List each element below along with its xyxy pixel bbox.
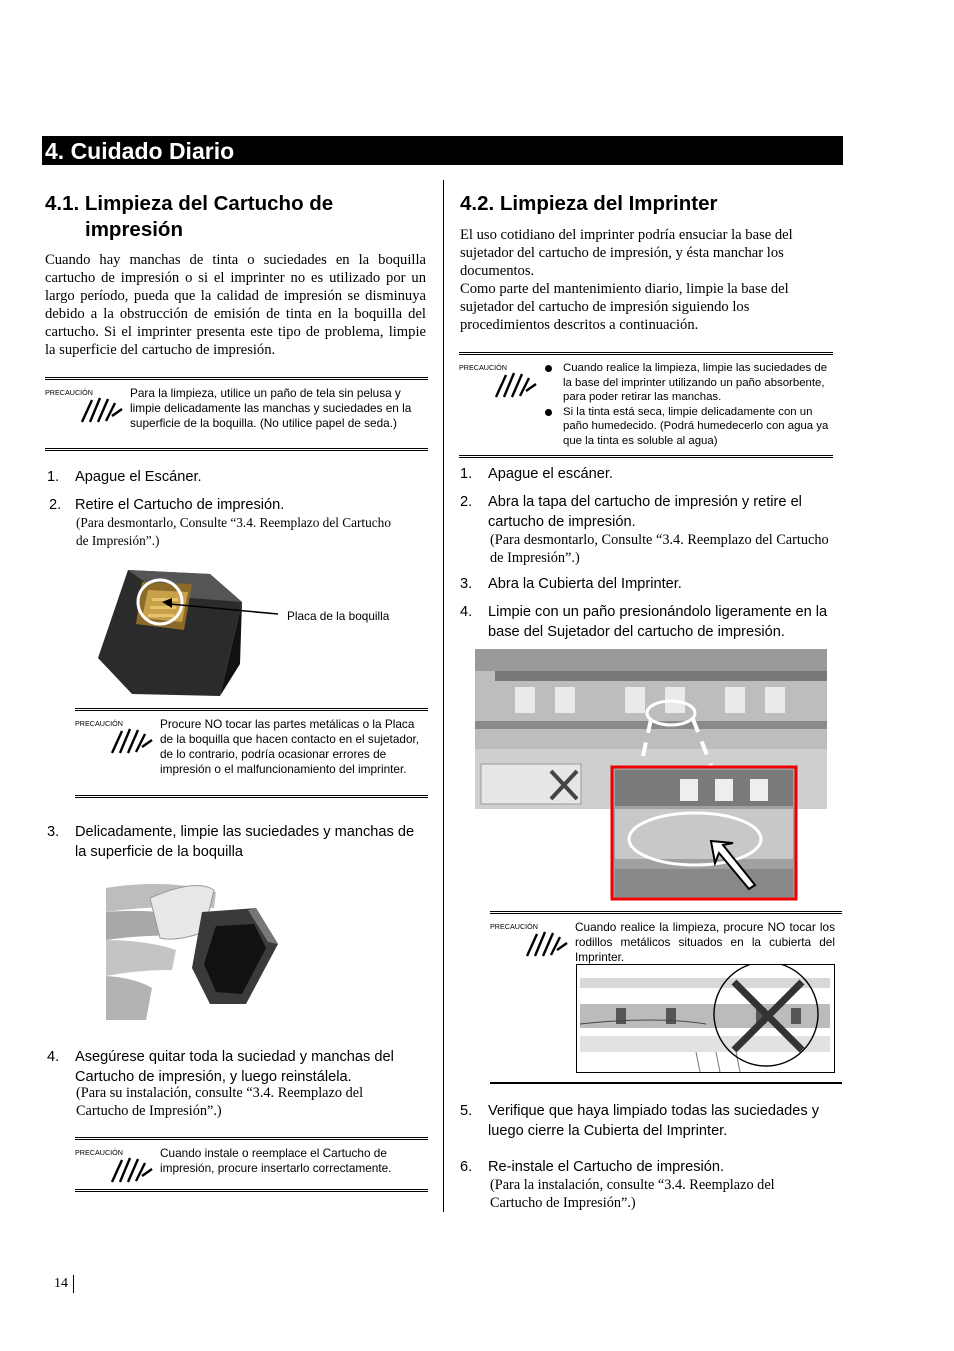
step-text: Abra la Cubierta del Imprinter.	[488, 576, 682, 592]
step-text: Verifique que haya limpiado todas las suciedades y luego cierre la Cubierta del Imprinter.	[488, 1103, 820, 1139]
hand-cleaning-figure	[106, 878, 281, 1020]
hand-icon	[108, 1154, 154, 1184]
step-text: Abra la tapa del cartucho de impresión y retire el cartucho de impresión.	[488, 494, 802, 530]
left-step-4-note: (Para su instalación, consulte “3.4. Reemplazo del Cartucho de Impresión”.)	[76, 1085, 364, 1119]
step-text: Delicadamente, limpie las suciedades y manchas de la superficie de la boquilla	[75, 824, 415, 860]
step-number: 4.	[47, 1049, 60, 1065]
step-text: Asegúrese quitar toda la suciedad y manchas del Cartucho de impresión, y luego reinstálela.	[75, 1049, 394, 1085]
caution-text: Cuando instale o reemplace el Cartucho de impresión, procure insertarlo correctamente.	[160, 1146, 392, 1175]
heading-line-2: impresión	[85, 218, 183, 241]
hand-icon	[492, 369, 538, 399]
right-step-6	[460, 1158, 840, 1178]
caution-bullet-list	[541, 361, 831, 449]
nozzle-plate-callout: Placa de la boquilla	[287, 609, 390, 623]
caution-label: PRECAUCIÓN	[490, 922, 538, 931]
caution-bullet: Cuando realice la limpieza, limpie las suciedades de la base del imprinter utilizando un paño absorbente, para poder retirar las manchas.	[541, 361, 831, 405]
right-step-2-note: (Para desmontarlo, Consulte “3.4. Reemplazo del Cartucho de Impresión”.)	[490, 532, 829, 566]
step-text: Re-instale el Cartucho de impresión.	[488, 1159, 725, 1175]
step-text: Apague el escáner.	[488, 466, 613, 482]
caution-box-3	[75, 1137, 428, 1192]
imprinter-image	[475, 649, 827, 901]
hand-icon	[108, 725, 154, 755]
left-step-2-note: (Para desmontarlo, Consulte “3.4. Reemplazo del Cartucho de Impresión”.)	[76, 515, 391, 548]
caution-box-1	[45, 377, 428, 451]
column-divider	[443, 180, 444, 1212]
caution-label: PRECAUCIÓN	[75, 719, 123, 728]
step-number: 6.	[460, 1159, 473, 1175]
step-number: 3.	[47, 824, 60, 840]
right-intro	[460, 226, 832, 334]
caution-label: PRECAUCIÓN	[75, 1148, 123, 1157]
step-number: 1.	[47, 469, 60, 485]
step-text: Retire el Cartucho de impresión.	[75, 497, 285, 513]
right-step-6-note: (Para la instalación, consulte “3.4. Reemplazo del Cartucho de Impresión”.)	[490, 1177, 775, 1211]
right-step-1	[460, 465, 840, 485]
imprinter-figure	[475, 649, 827, 901]
left-step-1	[47, 468, 427, 488]
section-heading-4-1	[45, 191, 435, 243]
step-number: 2.	[460, 494, 473, 510]
cartridge-image	[92, 562, 412, 702]
caution-text: Cuando realice la limpieza, procure NO tocar los rodillos metálicos situados en la cubierta del Imprinter.	[575, 920, 835, 964]
right-step-4	[460, 603, 845, 643]
right-step-5	[460, 1102, 845, 1142]
caution-label: PRECAUCIÓN	[459, 363, 507, 372]
left-step-2	[47, 496, 427, 516]
left-step-4	[47, 1048, 427, 1088]
step-number: 5.	[460, 1103, 473, 1119]
caution-box-right-2	[490, 911, 842, 1084]
step-text: Limpie con un paño presionándolo ligeramente en la base del Sujetador del cartucho de impresión.	[488, 604, 828, 640]
page-number: 14	[54, 1275, 74, 1293]
caution-box-2	[75, 708, 428, 798]
hand-icon	[523, 928, 569, 958]
caution-text: Procure NO tocar las partes metálicas o la Placa de la boquilla que hacen contacto en el sujetador, de lo contrario, podría ocasionar errores de impresión o el malfuncionamiento del imprinter.	[160, 717, 420, 776]
caution-text: Para la limpieza, utilice un paño de tela sin pelusa y limpie delicadamente las manchas y suciedades en la superficie de la boquilla. (No utilice papel de seda.)	[130, 386, 412, 430]
caution-box-right-1	[459, 352, 833, 458]
step-number: 1.	[460, 466, 473, 482]
hand-cleaning-image	[106, 878, 281, 1020]
chapter-title: 4. Cuidado Diario	[42, 136, 843, 165]
step-number: 2.	[49, 497, 62, 513]
rollers-warning-image	[576, 964, 835, 1074]
right-step-3	[460, 575, 840, 595]
step-number: 4.	[460, 604, 473, 620]
right-intro-paragraph-2: Como parte del mantenimiento diario, limpie la base del sujetador del cartucho de impresión siguiendo los procedimientos descritos a continuación.	[460, 281, 789, 333]
caution-bullet: Si la tinta está seca, limpie delicadamente con un paño humedecido. (Podrá humedecerlo con agua ya que la tinta es soluble al agua)	[541, 405, 831, 449]
step-text: Apague el Escáner.	[75, 469, 202, 485]
left-step-3	[47, 823, 427, 863]
section-heading-4-2: 4.2. Limpieza del Imprinter	[460, 192, 718, 215]
step-number: 3.	[460, 576, 473, 592]
caution-label: PRECAUCIÓN	[45, 388, 93, 397]
left-intro-paragraph: Cuando hay manchas de tinta o suciedades en la boquilla cartucho de impresión o si el imprinter no es utilizado por un largo período, pueda que la calidad de impresión se disminuya debido a la obstrucción de emisión de tinta en la boquilla del cartucho. Si el imprinter presenta este tipo de problema, limpie la superficie del cartucho de impresión.	[45, 252, 426, 358]
right-intro-paragraph-1: El uso cotidiano del imprinter podría ensuciar la base del sujetador del cartucho de impresión, y ésta manchar los documentos.	[460, 227, 793, 279]
heading-line-1: 4.1. Limpieza del Cartucho de	[45, 192, 334, 215]
cartridge-figure	[92, 562, 412, 702]
hand-icon	[78, 394, 124, 424]
right-step-2	[460, 493, 842, 533]
